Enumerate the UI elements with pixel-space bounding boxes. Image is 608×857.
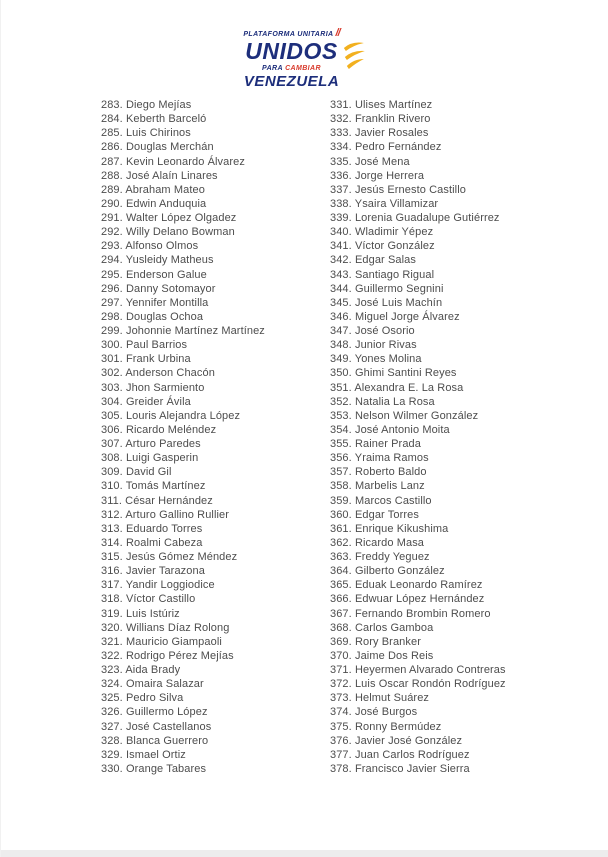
list-item: 283. Diego Mejías bbox=[101, 99, 192, 111]
list-item: 285. Luis Chirinos bbox=[101, 127, 191, 140]
list-item: 359. Marcos Castillo bbox=[330, 494, 432, 507]
list-item: 362. Ricardo Masa bbox=[330, 536, 425, 549]
list-item: 352. Natalia La Rosa bbox=[330, 395, 435, 408]
logo-unidos-label: UNIDOS bbox=[245, 37, 338, 64]
list-item: 357. Roberto Baldo bbox=[330, 466, 427, 479]
list-item: 319. Luis Istúriz bbox=[101, 607, 180, 620]
name-list-column-right bbox=[330, 98, 506, 776]
list-item: 343. Santiago Rigual bbox=[330, 268, 435, 281]
list-item: 323. Aida Brady bbox=[101, 664, 181, 676]
list-item: 310. Tomás Martínez bbox=[101, 480, 206, 493]
list-item: 338. Ysaira Villamizar bbox=[330, 197, 439, 210]
list-item: 301. Frank Urbina bbox=[101, 353, 191, 366]
list-item: 353. Nelson Wilmer González bbox=[330, 409, 479, 422]
list-item: 372. Luis Oscar Rondón Rodríguez bbox=[330, 678, 506, 691]
list-item: 360. Edgar Torres bbox=[330, 508, 419, 521]
list-item: 288. José Alaín Linares bbox=[101, 169, 218, 182]
list-item: 370. Jaime Dos Reis bbox=[330, 649, 434, 662]
logo-text-block bbox=[243, 27, 340, 90]
list-item: 376. Javier José González bbox=[330, 734, 463, 747]
list-item: 347. José Osorio bbox=[330, 325, 415, 337]
list-item: 361. Enrique Kikushima bbox=[330, 522, 449, 535]
list-item: 307. Arturo Paredes bbox=[101, 438, 201, 450]
list-item: 336. Jorge Herrera bbox=[330, 169, 425, 182]
list-item: 355. Rainer Prada bbox=[330, 438, 421, 450]
list-item: 369. Rory Branker bbox=[330, 635, 421, 648]
list-item: 315. Jesús Gómez Méndez bbox=[101, 551, 238, 563]
list-item: 342. Edgar Salas bbox=[330, 254, 416, 267]
list-item: 358. Marbelis Lanz bbox=[330, 480, 425, 493]
list-item: 374. José Burgos bbox=[330, 706, 418, 719]
list-item: 327. José Castellanos bbox=[101, 720, 212, 733]
list-item: 320. Willians Díaz Rolong bbox=[101, 621, 230, 634]
list-item: 318. Víctor Castillo bbox=[101, 593, 196, 606]
list-item: 292. Willy Delano Bowman bbox=[101, 226, 235, 239]
list-item: 344. Guillermo Segnini bbox=[330, 282, 444, 295]
list-item: 329. Ismael Ortiz bbox=[101, 748, 186, 761]
list-item: 366. Edwuar López Hernández bbox=[330, 593, 485, 606]
list-item: 350. Ghimi Santini Reyes bbox=[330, 367, 457, 380]
list-item: 317. Yandir Loggiodice bbox=[101, 579, 215, 592]
list-item: 313. Eduardo Torres bbox=[101, 522, 203, 535]
list-item: 295. Enderson Galue bbox=[101, 268, 207, 281]
list-item: 286. Douglas Merchán bbox=[101, 141, 214, 154]
logo-top-line bbox=[243, 27, 340, 39]
list-item: 337. Jesús Ernesto Castillo bbox=[330, 183, 466, 196]
list-item: 308. Luigi Gasperin bbox=[101, 452, 199, 465]
list-item: 297. Yennifer Montilla bbox=[101, 296, 209, 309]
list-item: 293. Alfonso Olmos bbox=[101, 240, 199, 253]
logo-venezuela-label: VENEZUELA bbox=[243, 72, 340, 90]
name-list-column-left bbox=[101, 98, 265, 776]
list-item: 284. Keberth Barceló bbox=[101, 113, 207, 126]
list-item: 326. Guillermo López bbox=[101, 706, 208, 719]
list-item: 365. Eduak Leonardo Ramírez bbox=[330, 579, 483, 592]
list-item: 306. Ricardo Meléndez bbox=[101, 423, 217, 436]
list-item: 316. Javier Tarazona bbox=[101, 565, 205, 578]
list-item: 373. Helmut Suárez bbox=[330, 692, 430, 705]
list-item: 289. Abraham Mateo bbox=[101, 183, 205, 196]
list-item: 311. César Hernández bbox=[101, 494, 213, 507]
list-item: 305. Louris Alejandra López bbox=[101, 409, 241, 422]
logo-cambiar-label: CAMBIAR bbox=[285, 64, 321, 72]
list-item: 349. Yones Molina bbox=[330, 353, 422, 366]
list-item: 312. Arturo Gallino Rullier bbox=[101, 508, 230, 521]
list-item: 300. Paul Barrios bbox=[101, 339, 188, 352]
list-item: 339. Lorenia Guadalupe Gutiérrez bbox=[330, 212, 500, 224]
list-item: 324. Omaira Salazar bbox=[101, 678, 204, 691]
list-item: 341. Víctor González bbox=[330, 240, 435, 253]
list-item: 332. Franklin Rivero bbox=[330, 113, 431, 126]
list-item: 321. Mauricio Giampaoli bbox=[101, 635, 222, 648]
list-item: 303. Jhon Sarmiento bbox=[101, 381, 205, 394]
list-item: 296. Danny Sotomayor bbox=[101, 282, 216, 295]
list-item: 291. Walter López Olgadez bbox=[101, 212, 237, 224]
list-item: 314. Roalmi Cabeza bbox=[101, 536, 203, 549]
list-item: 367. Fernando Brombin Romero bbox=[330, 607, 491, 620]
logo-sub-line bbox=[262, 65, 321, 72]
page-bottom-edge bbox=[1, 850, 608, 857]
list-item: 290. Edwin Anduquia bbox=[101, 197, 207, 210]
list-item: 363. Freddy Yeguez bbox=[330, 551, 430, 563]
logo-plataforma-unitaria-label: PLATAFORMA UNITARIA bbox=[243, 30, 334, 38]
list-item: 304. Greider Ávila bbox=[101, 395, 191, 408]
list-item: 340. Wladimir Yépez bbox=[330, 226, 434, 239]
list-item: 378. Francisco Javier Sierra bbox=[330, 762, 470, 775]
list-item: 345. José Luis Machín bbox=[330, 296, 443, 309]
list-item: 377. Juan Carlos Rodríguez bbox=[330, 748, 470, 761]
list-item: 364. Gilberto González bbox=[330, 565, 445, 578]
list-item: 354. José Antonio Moita bbox=[330, 423, 450, 436]
list-item: 287. Kevin Leonardo Álvarez bbox=[101, 155, 245, 168]
list-item: 294. Yusleidy Matheus bbox=[101, 254, 214, 267]
list-item: 330. Orange Tabares bbox=[101, 762, 207, 775]
list-item: 351. Alexandra E. La Rosa bbox=[330, 381, 464, 394]
list-item: 302. Anderson Chacón bbox=[101, 367, 215, 380]
list-item: 298. Douglas Ochoa bbox=[101, 310, 204, 323]
list-item: 368. Carlos Gamboa bbox=[330, 621, 434, 634]
list-item: 333. Javier Rosales bbox=[330, 127, 429, 140]
list-item: 299. Johonnie Martínez Martínez bbox=[101, 325, 265, 337]
list-item: 375. Ronny Bermúdez bbox=[330, 720, 442, 733]
list-item: 371. Heyermen Alvarado Contreras bbox=[330, 664, 506, 676]
list-item: 335. José Mena bbox=[330, 155, 410, 168]
plataforma-unitaria-logo bbox=[243, 27, 365, 90]
list-item: 348. Junior Rivas bbox=[330, 339, 417, 352]
list-item: 356. Yraima Ramos bbox=[330, 452, 429, 465]
red-slashes-icon: // bbox=[335, 27, 340, 39]
logo-para-label: PARA bbox=[262, 64, 283, 72]
list-item: 334. Pedro Fernández bbox=[330, 141, 442, 154]
yellow-swoosh-icon bbox=[342, 40, 366, 79]
list-item: 309. David Gil bbox=[101, 466, 172, 479]
list-item: 331. Ulises Martínez bbox=[330, 99, 433, 111]
list-item: 346. Miguel Jorge Álvarez bbox=[330, 310, 460, 323]
list-item: 325. Pedro Silva bbox=[101, 692, 184, 705]
list-item: 328. Blanca Guerrero bbox=[101, 734, 209, 747]
list-item: 322. Rodrigo Pérez Mejías bbox=[101, 649, 234, 662]
